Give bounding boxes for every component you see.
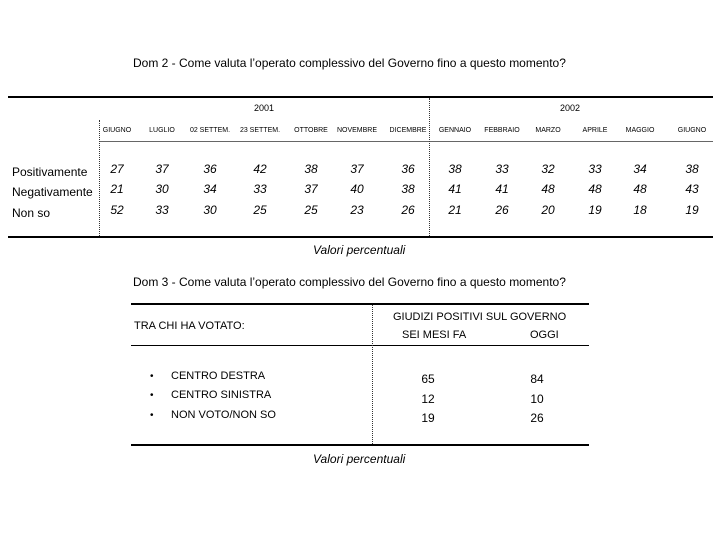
table1-note: Valori percentuali: [313, 243, 406, 257]
bullet-icon: •: [150, 390, 154, 401]
table2-title: Dom 3 - Come valuta l’operato complessivo del Governo fino a questo momento?: [133, 275, 566, 289]
bullet-icon: •: [150, 410, 154, 421]
table-cell: 48: [633, 182, 647, 196]
table-cell: 33: [588, 162, 602, 176]
table1-label-divider: [99, 120, 100, 236]
year-2001: 2001: [254, 103, 275, 113]
table-cell: 30: [155, 182, 169, 196]
table-cell: 25: [304, 203, 318, 217]
table-cell: 21: [448, 203, 462, 217]
table-cell: 33: [495, 162, 509, 176]
table1-title: Dom 2 - Come valuta l’operato complessivo del Governo fino a questo momento?: [133, 56, 566, 70]
table1-year-divider: [429, 98, 430, 236]
table-cell: 38: [448, 162, 462, 176]
table-cell: 33: [155, 203, 169, 217]
table-cell: 27: [110, 162, 124, 176]
table1-bottom-rule: [8, 236, 713, 238]
table-cell: 26: [495, 203, 509, 217]
month-header: GENNAIO: [438, 127, 472, 134]
table2-divider: [372, 305, 373, 444]
month-header: GIUGNO: [677, 127, 707, 134]
table-cell: 23: [350, 203, 364, 217]
month-header: NOVEMBRE: [336, 127, 378, 134]
table-cell: 26: [401, 203, 415, 217]
table-cell: 19: [685, 203, 699, 217]
bullet-icon: •: [150, 371, 154, 382]
table-cell: 33: [253, 182, 267, 196]
table-cell: 10: [530, 392, 544, 406]
table-cell: 34: [203, 182, 217, 196]
table-cell: 37: [350, 162, 364, 176]
table-cell: 38: [304, 162, 318, 176]
table-cell: 34: [633, 162, 647, 176]
table-cell: 41: [495, 182, 509, 196]
table1-header-rule: [100, 141, 713, 142]
month-header: GIUGNO: [102, 127, 132, 134]
table-cell: 12: [421, 392, 435, 406]
table-cell: 42: [253, 162, 267, 176]
table2-note: Valori percentuali: [313, 452, 406, 466]
table-cell: 40: [350, 182, 364, 196]
table-cell: 19: [421, 411, 435, 425]
table-cell: 19: [588, 203, 602, 217]
month-header: APRILE: [582, 127, 608, 134]
table2-group-header: GIUDIZI POSITIVI SUL GOVERNO: [393, 311, 567, 323]
coalition-label: CENTRO SINISTRA: [171, 389, 272, 401]
table1-top-rule: [8, 96, 713, 98]
month-header: OTTOBRE: [294, 127, 328, 134]
row-label: Positivamente: [12, 165, 88, 179]
table-cell: 37: [155, 162, 169, 176]
table-cell: 30: [203, 203, 217, 217]
table2-left-header: TRA CHI HA VOTATO:: [134, 320, 245, 332]
coalition-label: CENTRO DESTRA: [171, 370, 266, 382]
month-header: MARZO: [535, 127, 561, 134]
row-label: Negativamente: [12, 185, 93, 199]
table2-bottom-rule: [131, 444, 589, 446]
month-header: DICEMBRE: [389, 127, 427, 134]
col-sei-mesi-fa: SEI MESI FA: [402, 329, 467, 341]
table-cell: 38: [401, 182, 415, 196]
table-cell: 38: [685, 162, 699, 176]
table-cell: 37: [304, 182, 318, 196]
table-cell: 48: [588, 182, 602, 196]
table-cell: 84: [530, 372, 544, 386]
month-header: 23 SETTEM.: [239, 127, 281, 134]
table-cell: 52: [110, 203, 124, 217]
year-2002: 2002: [560, 103, 581, 113]
table-cell: 48: [541, 182, 555, 196]
table-cell: 21: [110, 182, 124, 196]
col-oggi: OGGI: [530, 329, 559, 341]
coalition-label: NON VOTO/NON SO: [171, 409, 276, 421]
month-header: FEBBRAIO: [484, 127, 520, 134]
table-cell: 25: [253, 203, 267, 217]
table-cell: 20: [541, 203, 555, 217]
table-cell: 43: [685, 182, 699, 196]
month-header: 02 SETTEM.: [189, 127, 231, 134]
table-cell: 41: [448, 182, 462, 196]
table-cell: 32: [541, 162, 555, 176]
table2-top-rule: [131, 303, 589, 305]
table-cell: 36: [203, 162, 217, 176]
month-header: MAGGIO: [625, 127, 655, 134]
month-header: LUGLIO: [149, 127, 175, 134]
table-cell: 18: [633, 203, 647, 217]
table-cell: 36: [401, 162, 415, 176]
row-label: Non so: [12, 206, 51, 220]
table2-header-rule: [131, 345, 589, 346]
table-cell: 65: [421, 372, 435, 386]
table-cell: 26: [530, 411, 544, 425]
